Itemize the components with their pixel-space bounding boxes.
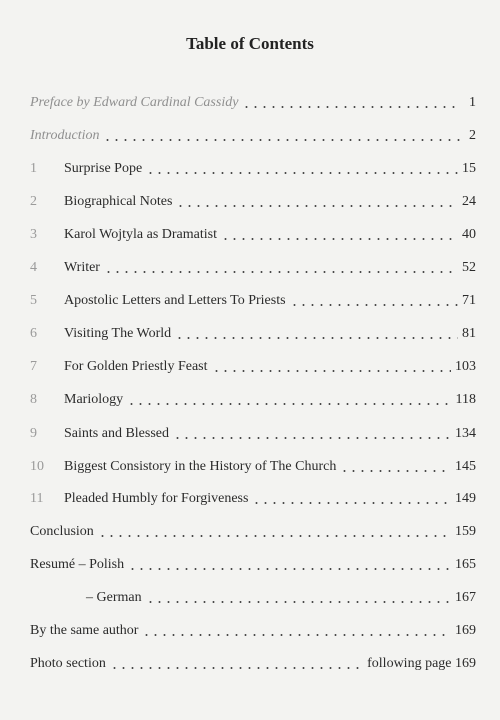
chapter-number: 9 bbox=[30, 426, 37, 441]
chapter-number: 2 bbox=[30, 194, 37, 209]
toc-entry-page: 2 bbox=[469, 128, 476, 143]
toc-entry-page: 159 bbox=[455, 524, 476, 539]
toc-entry-label: Saints and Blessed bbox=[64, 426, 169, 441]
toc-entry-page: 165 bbox=[455, 557, 476, 572]
toc-entry-page: 103 bbox=[455, 359, 476, 374]
toc-entry-chapter-4[interactable] bbox=[30, 257, 476, 277]
toc-entry-preface[interactable] bbox=[30, 92, 476, 112]
toc-entry-chapter-6[interactable] bbox=[30, 323, 476, 343]
toc-entry-page: 71 bbox=[462, 293, 476, 308]
toc-entry-resume-polish[interactable] bbox=[30, 554, 476, 574]
leader-dots bbox=[127, 403, 451, 405]
toc-entry-page: 52 bbox=[462, 260, 476, 275]
toc-entry-label: Apostolic Letters and Letters To Priests bbox=[64, 293, 286, 308]
toc-entry-label: Biggest Consistory in the History of The Church bbox=[64, 459, 337, 474]
leader-dots bbox=[252, 502, 451, 504]
chapter-number: 3 bbox=[30, 227, 37, 242]
chapter-number: 5 bbox=[30, 293, 37, 308]
toc-entry-label: Visiting The World bbox=[64, 326, 172, 341]
leader-dots bbox=[146, 601, 451, 603]
chapter-number: 4 bbox=[30, 260, 37, 275]
toc-entry-introduction[interactable] bbox=[30, 125, 476, 145]
leader-dots bbox=[103, 139, 460, 141]
leader-dots bbox=[128, 568, 451, 570]
toc-entry-page: 1 bbox=[469, 95, 476, 110]
toc-entry-page: 24 bbox=[462, 194, 476, 209]
toc-entry-chapter-5[interactable] bbox=[30, 290, 476, 310]
leader-dots bbox=[142, 634, 451, 636]
toc-entry-chapter-9[interactable] bbox=[30, 423, 476, 443]
chapter-number: 7 bbox=[30, 359, 37, 374]
toc-entry-label: Resumé – Polish bbox=[30, 557, 125, 572]
chapter-number: 1 bbox=[30, 161, 37, 176]
toc-entry-chapter-2[interactable] bbox=[30, 191, 476, 211]
toc-entry-page: 167 bbox=[455, 590, 476, 605]
toc-entry-label: Photo section bbox=[30, 656, 106, 671]
toc-entry-label: Karol Wojtyla as Dramatist bbox=[64, 227, 217, 242]
chapter-number: 10 bbox=[30, 459, 44, 474]
toc-entry-chapter-10[interactable] bbox=[30, 456, 476, 476]
leader-dots bbox=[212, 370, 452, 372]
toc-entry-page: 15 bbox=[462, 161, 476, 176]
leader-dots bbox=[146, 172, 458, 174]
leader-dots bbox=[176, 205, 458, 207]
toc-entry-page: 149 bbox=[455, 491, 476, 506]
toc-entry-chapter-11[interactable] bbox=[30, 488, 476, 508]
toc-entry-label: Conclusion bbox=[30, 524, 94, 539]
leader-dots bbox=[175, 337, 458, 339]
toc-entry-label: For Golden Priestly Feast bbox=[64, 359, 208, 374]
toc-entry-label: Surprise Pope bbox=[64, 161, 143, 176]
leader-dots bbox=[110, 667, 363, 669]
toc-entry-label: By the same author bbox=[30, 623, 139, 638]
toc-entry-label: Introduction bbox=[30, 128, 100, 143]
toc-entry-by-same-author[interactable] bbox=[30, 620, 476, 640]
page-title: Table of Contents bbox=[186, 34, 314, 53]
toc-entry-page: 118 bbox=[455, 392, 476, 407]
leader-dots bbox=[98, 535, 451, 537]
toc-entry-label: Pleaded Humbly for Forgiveness bbox=[64, 491, 249, 506]
leader-dots bbox=[340, 470, 451, 472]
toc-entry-chapter-8[interactable] bbox=[30, 389, 476, 409]
toc-entry-label: Biographical Notes bbox=[64, 194, 173, 209]
toc-entry-chapter-7[interactable] bbox=[30, 356, 476, 376]
toc-entry-label: – German bbox=[86, 590, 142, 605]
toc-entry-page: 40 bbox=[462, 227, 476, 242]
toc-entry-page: 169 bbox=[455, 623, 476, 638]
toc-entry-page: following page 169 bbox=[367, 656, 476, 671]
chapter-number: 8 bbox=[30, 392, 37, 407]
chapter-number: 11 bbox=[30, 491, 44, 506]
leader-dots bbox=[221, 238, 458, 240]
toc-entry-photo-section[interactable] bbox=[30, 653, 476, 673]
leader-dots bbox=[290, 304, 458, 306]
toc-entry-label: Mariology bbox=[64, 392, 124, 407]
toc-entry-chapter-3[interactable] bbox=[30, 224, 476, 244]
leader-dots bbox=[173, 437, 451, 439]
chapter-number: 6 bbox=[30, 326, 37, 341]
toc-entry-label: Writer bbox=[64, 260, 100, 275]
toc-entry-chapter-1[interactable] bbox=[30, 158, 476, 178]
toc-entry-resume-german[interactable] bbox=[30, 587, 476, 607]
toc-entry-conclusion[interactable] bbox=[30, 521, 476, 541]
toc-entry-page: 134 bbox=[455, 426, 476, 441]
leader-dots bbox=[242, 106, 460, 108]
leader-dots bbox=[104, 271, 458, 273]
toc-entry-page: 81 bbox=[462, 326, 476, 341]
toc-entry-label: Preface by Edward Cardinal Cassidy bbox=[30, 95, 239, 110]
toc-entry-page: 145 bbox=[455, 459, 476, 474]
